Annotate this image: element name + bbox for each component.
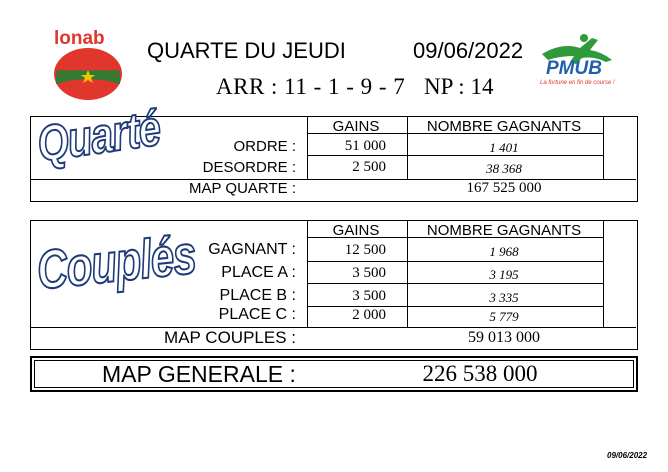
quarte-row-label: DESORDRE : — [202, 159, 296, 176]
couples-section-label: Couplés — [34, 223, 199, 301]
lonab-logo — [48, 26, 128, 102]
couples-row-winners: 3 195 — [489, 267, 519, 282]
quarte-row-label: ORDRE : — [233, 138, 296, 155]
map-generale-label: MAP GENERALE : — [102, 361, 296, 387]
np-count: NP : 14 — [424, 74, 494, 99]
couples-row-gains: 3 500 — [352, 288, 386, 304]
couples-row-label: PLACE B : — [219, 287, 296, 304]
couples-row-label: GAGNANT : — [208, 241, 296, 258]
header-date: 09/06/2022 — [413, 38, 524, 63]
arrival-order: ARR : 11 - 1 - 9 - 7 — [216, 74, 406, 99]
couples-row-gains: 3 500 — [352, 265, 386, 281]
pmub-logo-text: PMUB — [546, 58, 602, 79]
map-couples-label: MAP COUPLES : — [164, 328, 296, 347]
page-title: QUARTE DU JEUDI — [147, 38, 346, 63]
couples-row-label: PLACE A : — [221, 264, 296, 281]
couples-col-gains: GAINS — [332, 222, 380, 239]
quarte-col-winners: NOMBRE GAGNANTS — [426, 118, 582, 135]
pmub-logo — [532, 30, 622, 92]
couples-row-winners: 1 968 — [489, 244, 519, 259]
quarte-row-gains: 2 500 — [352, 159, 386, 175]
lonab-logo-text: lonab — [54, 28, 105, 49]
couples-row-label: PLACE C : — [218, 306, 296, 323]
couples-row-gains: 12 500 — [344, 242, 386, 258]
couples-col-winners: NOMBRE GAGNANTS — [426, 222, 582, 239]
couples-row-gains: 2 000 — [352, 307, 386, 323]
quarte-section-label: Quarté — [34, 100, 164, 173]
pmub-tagline: La fortune en fin de course ! — [540, 80, 615, 86]
map-quarte-value: 167 525 000 — [466, 180, 542, 196]
map-generale-value: 226 538 000 — [422, 361, 538, 386]
quarte-row-gains: 51 000 — [344, 138, 386, 154]
quarte-row-winners: 38 368 — [486, 161, 522, 176]
map-quarte-label: MAP QUARTE : — [189, 180, 296, 197]
couples-row-winners: 3 335 — [489, 290, 519, 305]
footer-date: 09/06/2022 — [607, 451, 648, 460]
quarte-col-gains: GAINS — [332, 118, 380, 135]
quarte-row-winners: 1 401 — [489, 140, 519, 155]
couples-row-winners: 5 779 — [489, 309, 519, 324]
map-couples-value: 59 013 000 — [468, 329, 540, 346]
